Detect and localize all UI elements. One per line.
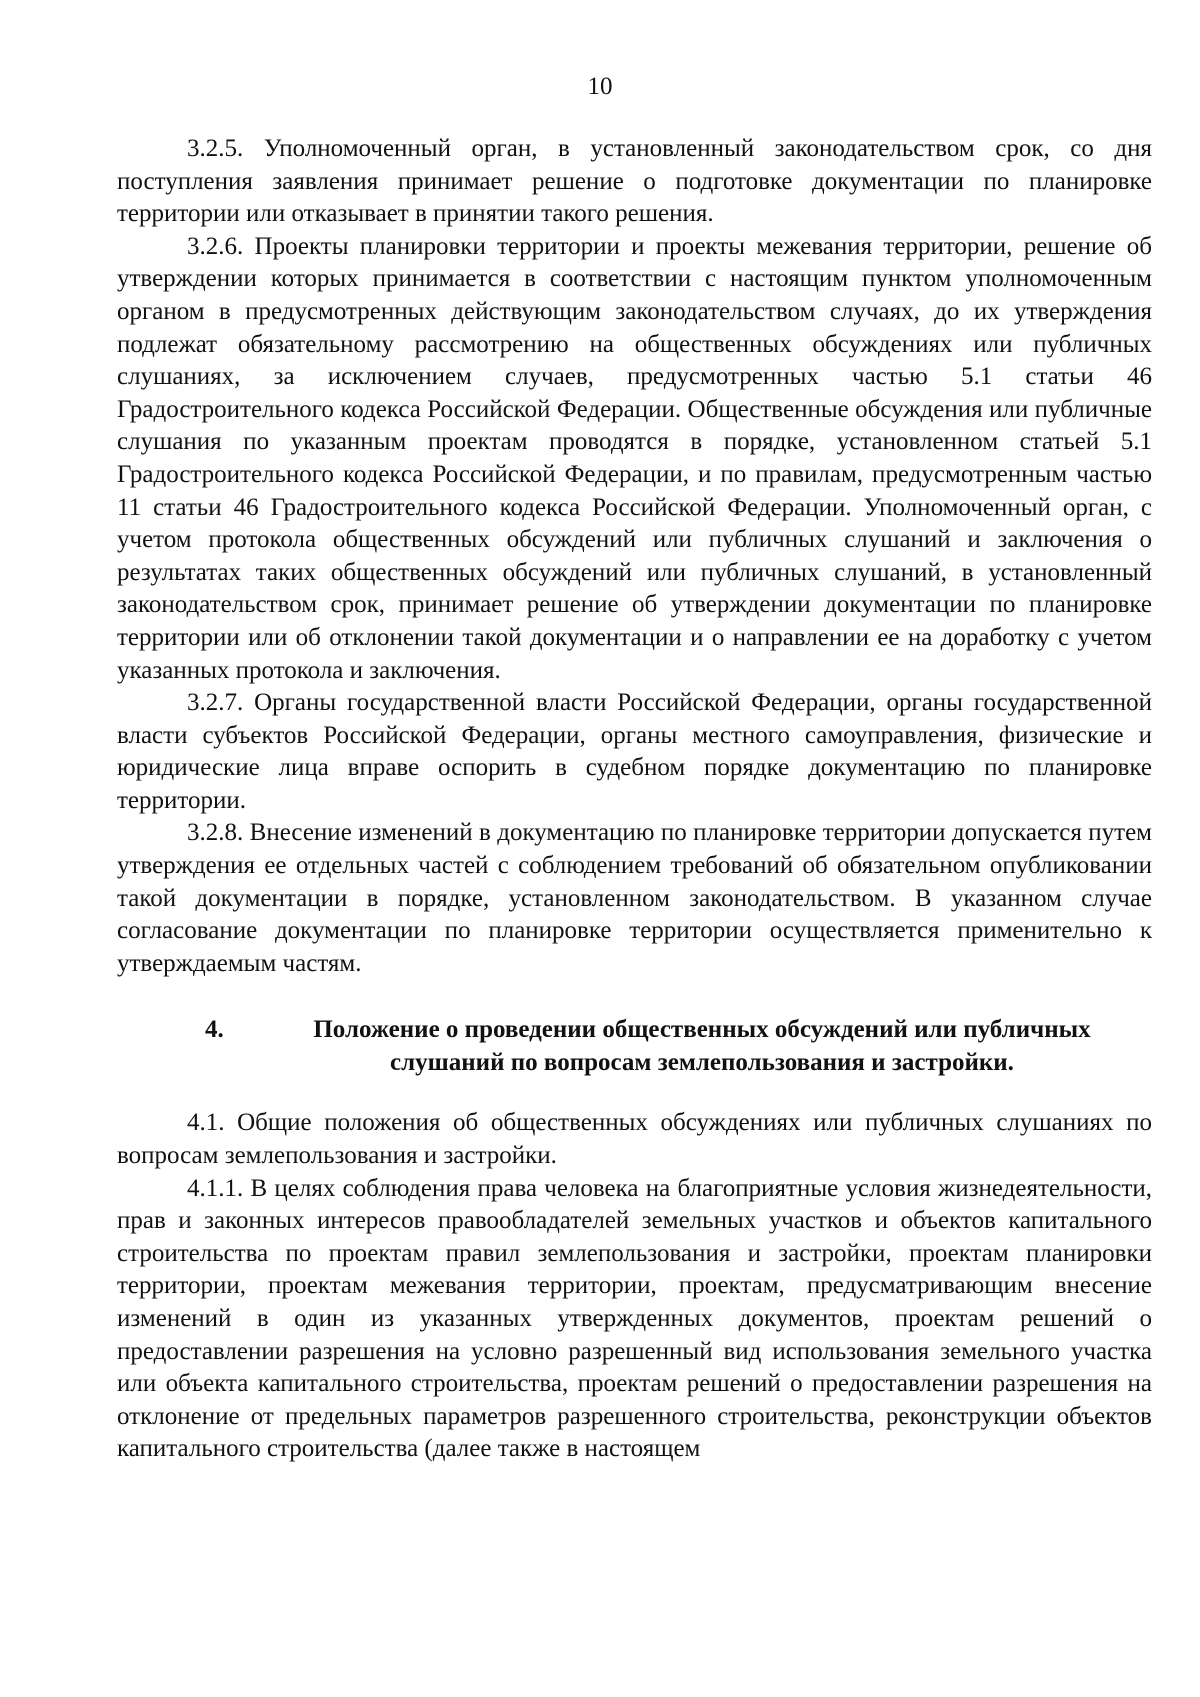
page-number: 10 <box>587 73 613 100</box>
paragraph-4-1-1: 4.1.1. В целях соблюдения права человека на благоприятные условия жизнедеятельности, прав и законных интересов правообладателей земельных участков и объектов капитального строительства по проектам правил землепользования и застройки, проектам планировки территории, проектам межевания территории, проектам, предусматривающим внесение изменений в один из указанных утвержденных документов, проектам решений о предоставлении разрешения на условно разрешенный вид использования земельного участка или объекта капитального строительства, проектам решений о предоставлении разрешения на отклонение от предельных параметров разрешенного строительства, реконструкции объектов капитального строительства (далее также в настоящем <box>117 1174 1152 1463</box>
paragraph-3-2-6: 3.2.6. Проекты планировки территории и проекты межевания территории, решение об утверждении которых принимается в соответствии с настоящим пунктом уполномоченным органом в предусмотренных действующим законодательством случаях, до их утверждения подлежат обязательному рассмотрению на общественных обсуждениях или публичных слушаниях, за исключением случаев, предусмотренных частью 5.1 статьи 46 Градостроительного кодекса Российской Федерации. Общественные обсуждения или публичные слушания по указанным проектам проводятся в порядке, установленном статьей 5.1 Градостроительного кодекса Российской Федерации, и по правилам, предусмотренным частью 11 статьи 46 Градостроительного кодекса Российской Федерации. Уполномоченный орган, с учетом протокола общественных обсуждений или публичных слушаний и заключения о результатах таких общественных обсуждений или публичных слушаний, в установленный законодательством срок, принимает решение об утверждении документации по планировке территории или об отклонении такой документации и о направлении ее на доработку с учетом указанных протокола и заключения. <box>117 232 1152 684</box>
paragraph-3-2-8: 3.2.8. Внесение изменений в документацию по планировке территории допускается путем утверждения ее отдельных частей с соблюдением требований об обязательном опубликовании такой документации в порядке, установленном законодательством. В указанном случае согласование документации по планировке территории осуществляется применительно к утверждаемым частям. <box>117 819 1152 977</box>
section-title: Положение о проведении общественных обсуждений или публичных слушаний по вопросам землепользования и застройки. <box>313 1016 1091 1077</box>
document-body <box>117 133 1152 1466</box>
paragraph-4-1: 4.1. Общие положения об общественных обсуждениях или публичных слушаниях по вопросам землепользования и застройки. <box>117 1109 1152 1170</box>
paragraph-3-2-5: 3.2.5. Уполномоченный орган, в установленный законодательством срок, со дня поступления заявления принимает решение о подготовке документации по планировке территории или отказывает в принятии такого решения. <box>117 135 1152 228</box>
section-number: 4. <box>205 1016 224 1044</box>
paragraph-3-2-7: 3.2.7. Органы государственной власти Российской Федерации, органы государственной власти субъектов Российской Федерации, органы местного самоуправления, физические и юридические лица вправе оспорить в судебном порядке документацию по планировке территории. <box>117 689 1152 814</box>
section-heading <box>117 1013 1152 1079</box>
